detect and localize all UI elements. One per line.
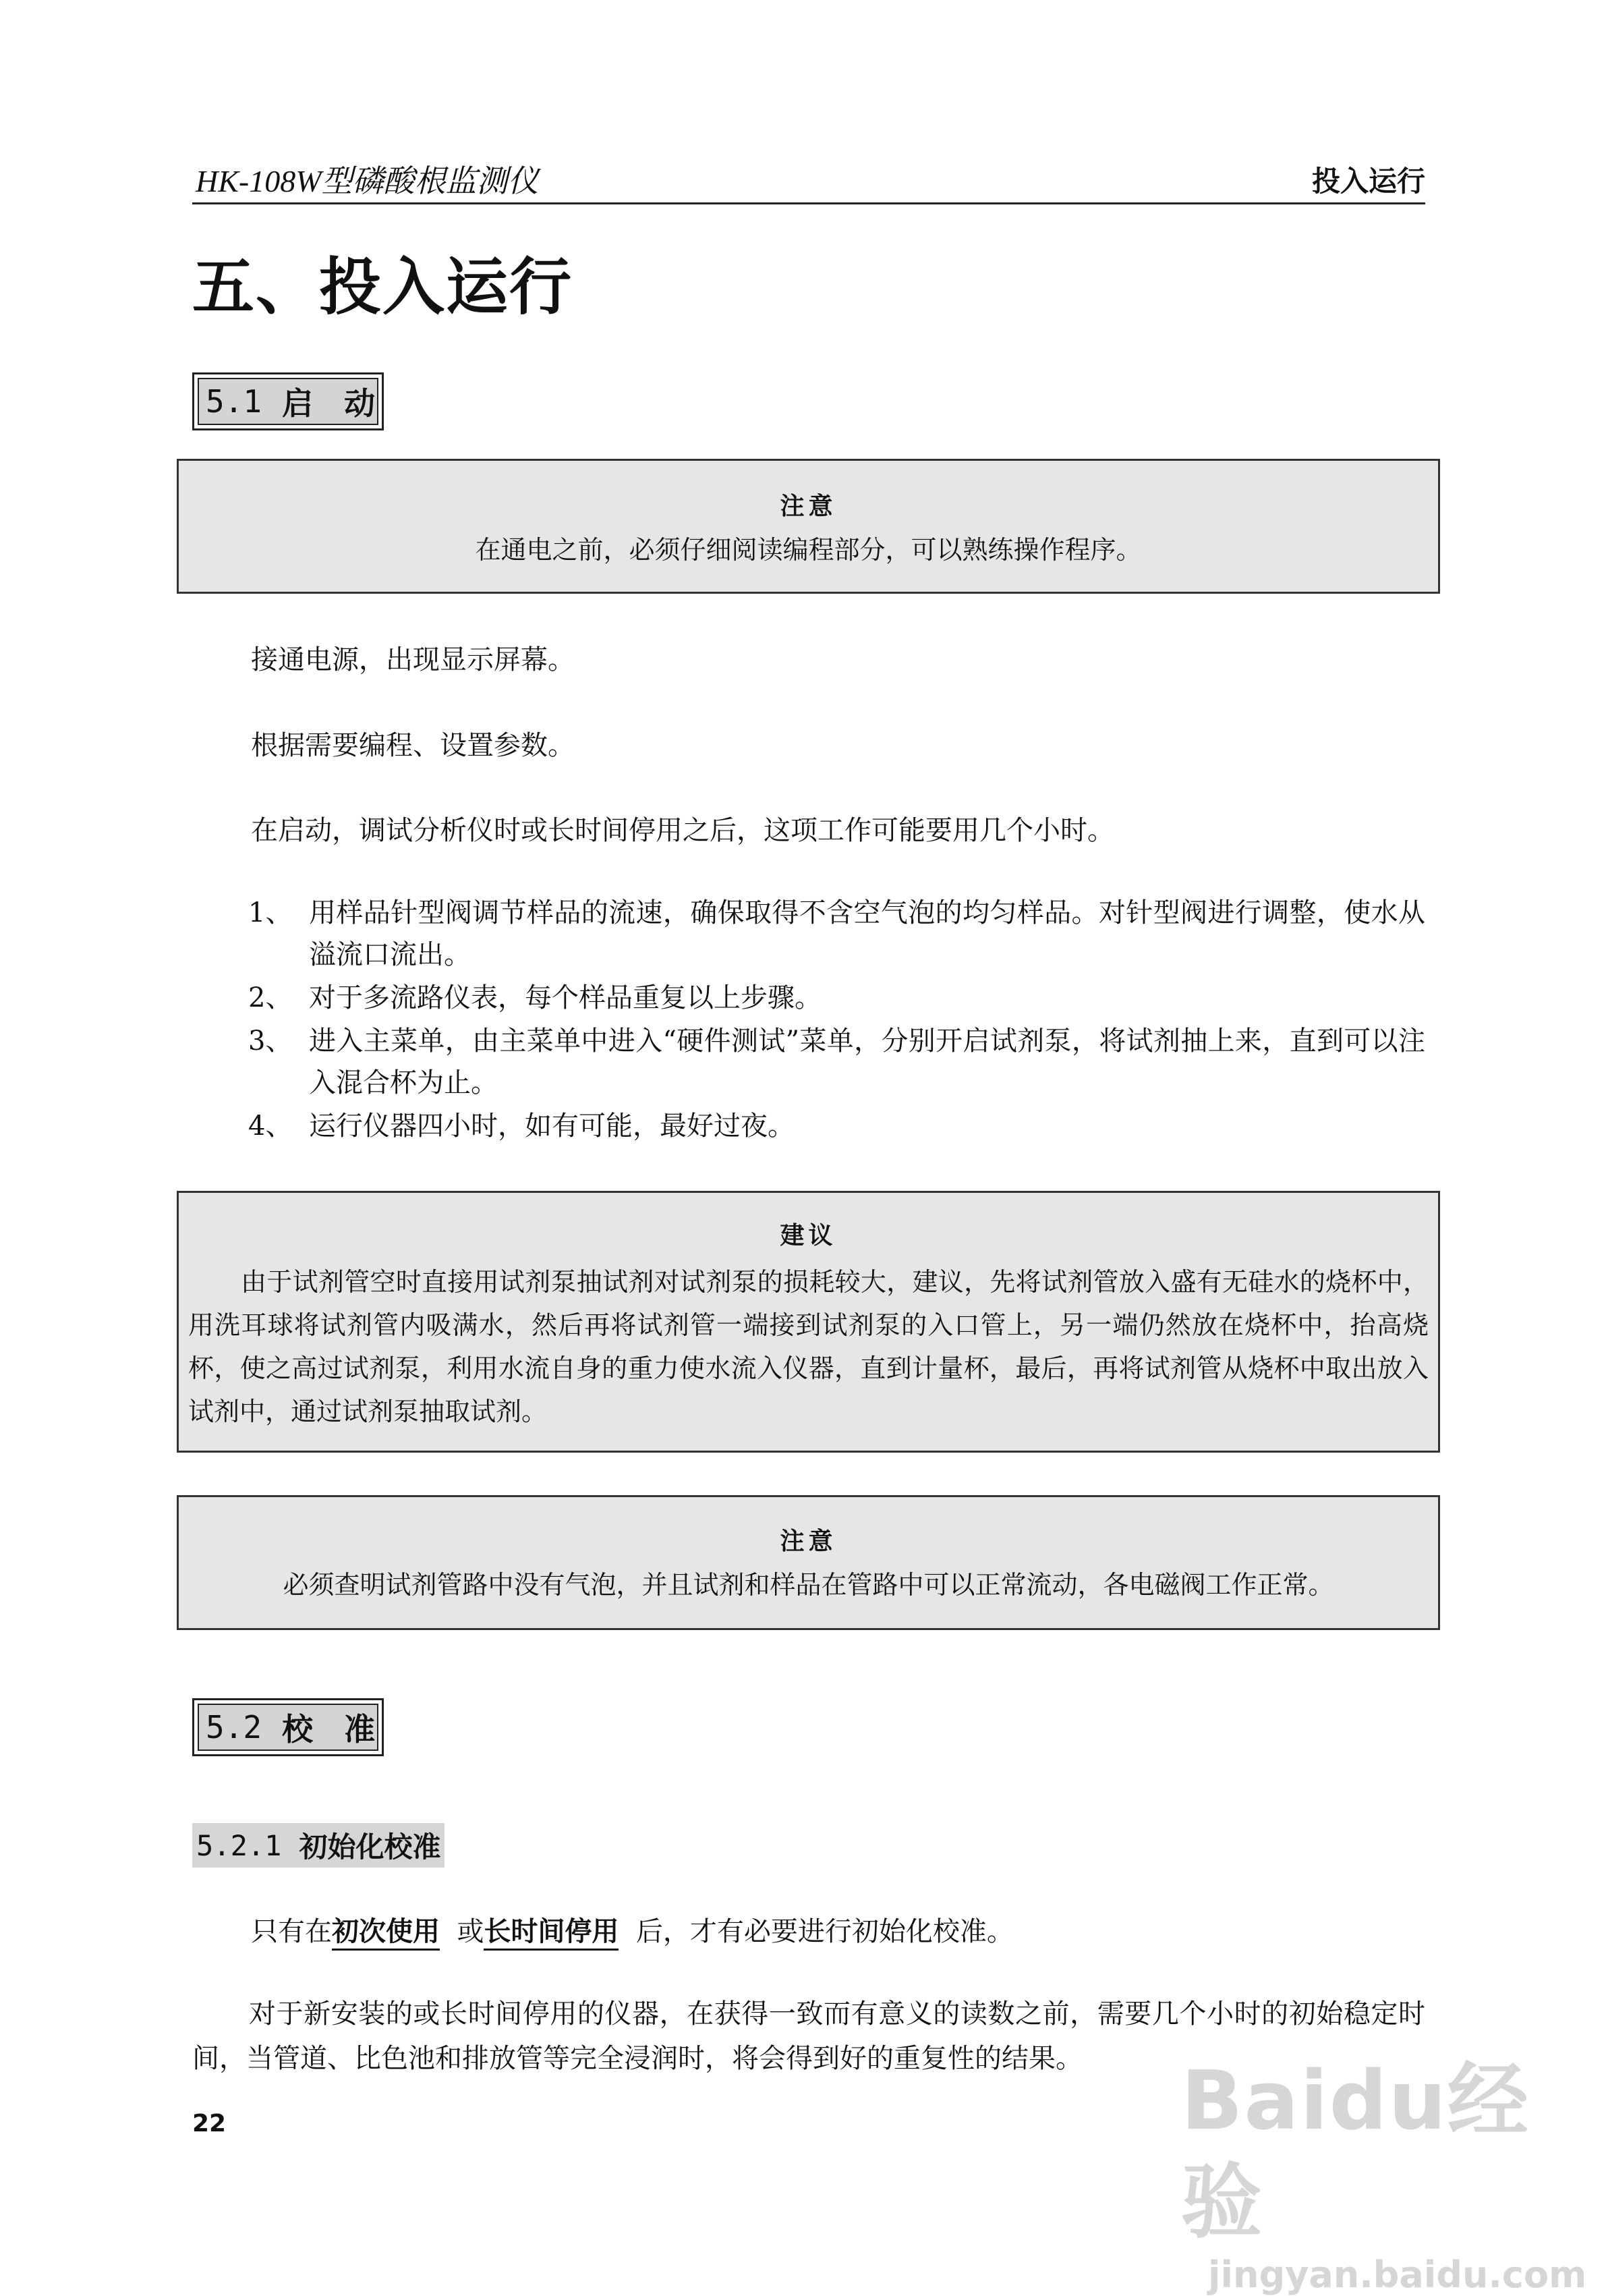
list-item: 3、 进入主菜单，由主菜单中进入“硬件测试”菜单，分别开启试剂泵，将试剂抽上来，直到可以注入混合杯为止。: [248, 1026, 1425, 1098]
section-number: 5.1: [206, 383, 262, 420]
subsection-number: 5.2.1: [196, 1828, 282, 1862]
notice-title: 注意: [780, 493, 837, 520]
chapter-title: 五、投入运行: [192, 251, 573, 323]
paragraph-startup: 在启动，调试分析仪时或长时间停用之后，这项工作可能要用几个小时。: [251, 815, 1114, 846]
baidu-watermark: [1181, 2051, 1587, 2296]
notice-body: 必须查明试剂管路中没有气泡，并且试剂和样品在管路中可以正常流动，各电磁阀工作正常。: [283, 1570, 1334, 1600]
paragraph-programming: 根据需要编程、设置参数。: [251, 730, 575, 761]
paragraph-stabilization: 对于新安装的或长时间停用的仪器，在获得一致而有意义的读数之前，需要几个小时的初始稳定时间，当管道、比色池和排放管等完全浸润时，将会得到好的重复性的结果。: [192, 1998, 1425, 2074]
page-number: 22: [192, 2110, 227, 2137]
notice-body: 在通电之前，必须仔细阅读编程部分，可以熟练操作程序。: [475, 535, 1142, 565]
section-label: 校 准: [282, 1711, 376, 1747]
notice-box-power: [177, 459, 1440, 594]
section-heading-5-2: [192, 1698, 384, 1756]
list-item: 1、 用样品针型阀调节样品的流速，确保取得不含空气泡的均匀样品。对针型阀进行调整，使水从溢流口流出。: [248, 897, 1425, 970]
section-number: 5.2: [206, 1709, 262, 1745]
section-heading-5-1: [192, 372, 384, 430]
header-section-title: 投入运行: [1311, 165, 1425, 198]
section-label: 启 动: [282, 385, 376, 422]
notice-title: 注意: [780, 1528, 837, 1555]
header-divider: [192, 202, 1425, 204]
paragraph-power-on: 接通电源，出现显示屏幕。: [251, 644, 575, 675]
notice-box-bubbles: [177, 1495, 1440, 1630]
emphasis-long-idle: 长时间停用: [484, 1916, 619, 1951]
subsection-label: 初始化校准: [299, 1830, 441, 1864]
subsection-heading-5-2-1: [192, 1823, 444, 1868]
advice-body: 由于试剂管空时直接用试剂泵抽试剂对试剂泵的损耗较大，建议，先将试剂管放入盛有无硅水的烧杯中，用洗耳球将试剂管内吸满水，然后再将试剂管一端接到试剂泵的入口管上，另一端仍然放在烧杯中，抬高烧杯，使之高过试剂泵，利用水流自身的重力使水流入仪器，直到计量杯，最后，再将试剂管从烧杯中取出放入试剂中，通过试剂泵抽取试剂。: [188, 1267, 1429, 1426]
header-doc-title: HK-108W型磷酸根监测仪: [196, 164, 539, 198]
watermark-brand: Baidu经验: [1181, 2054, 1530, 2249]
watermark-url: jingyan.baidu.com: [1208, 2253, 1587, 2296]
emphasis-first-use: 初次使用: [332, 1916, 440, 1951]
paragraph-calibration-condition: 只有在初次使用 或长时间停用 后，才有必要进行初始化校准。: [251, 1909, 1014, 1954]
list-item: 4、 运行仪器四小时，如有可能，最好过夜。: [248, 1111, 795, 1142]
advice-box: [177, 1191, 1440, 1453]
advice-title: 建议: [780, 1222, 837, 1250]
startup-steps-list: [248, 892, 1425, 1148]
list-item: 2、 对于多流路仪表，每个样品重复以上步骤。: [248, 982, 822, 1013]
